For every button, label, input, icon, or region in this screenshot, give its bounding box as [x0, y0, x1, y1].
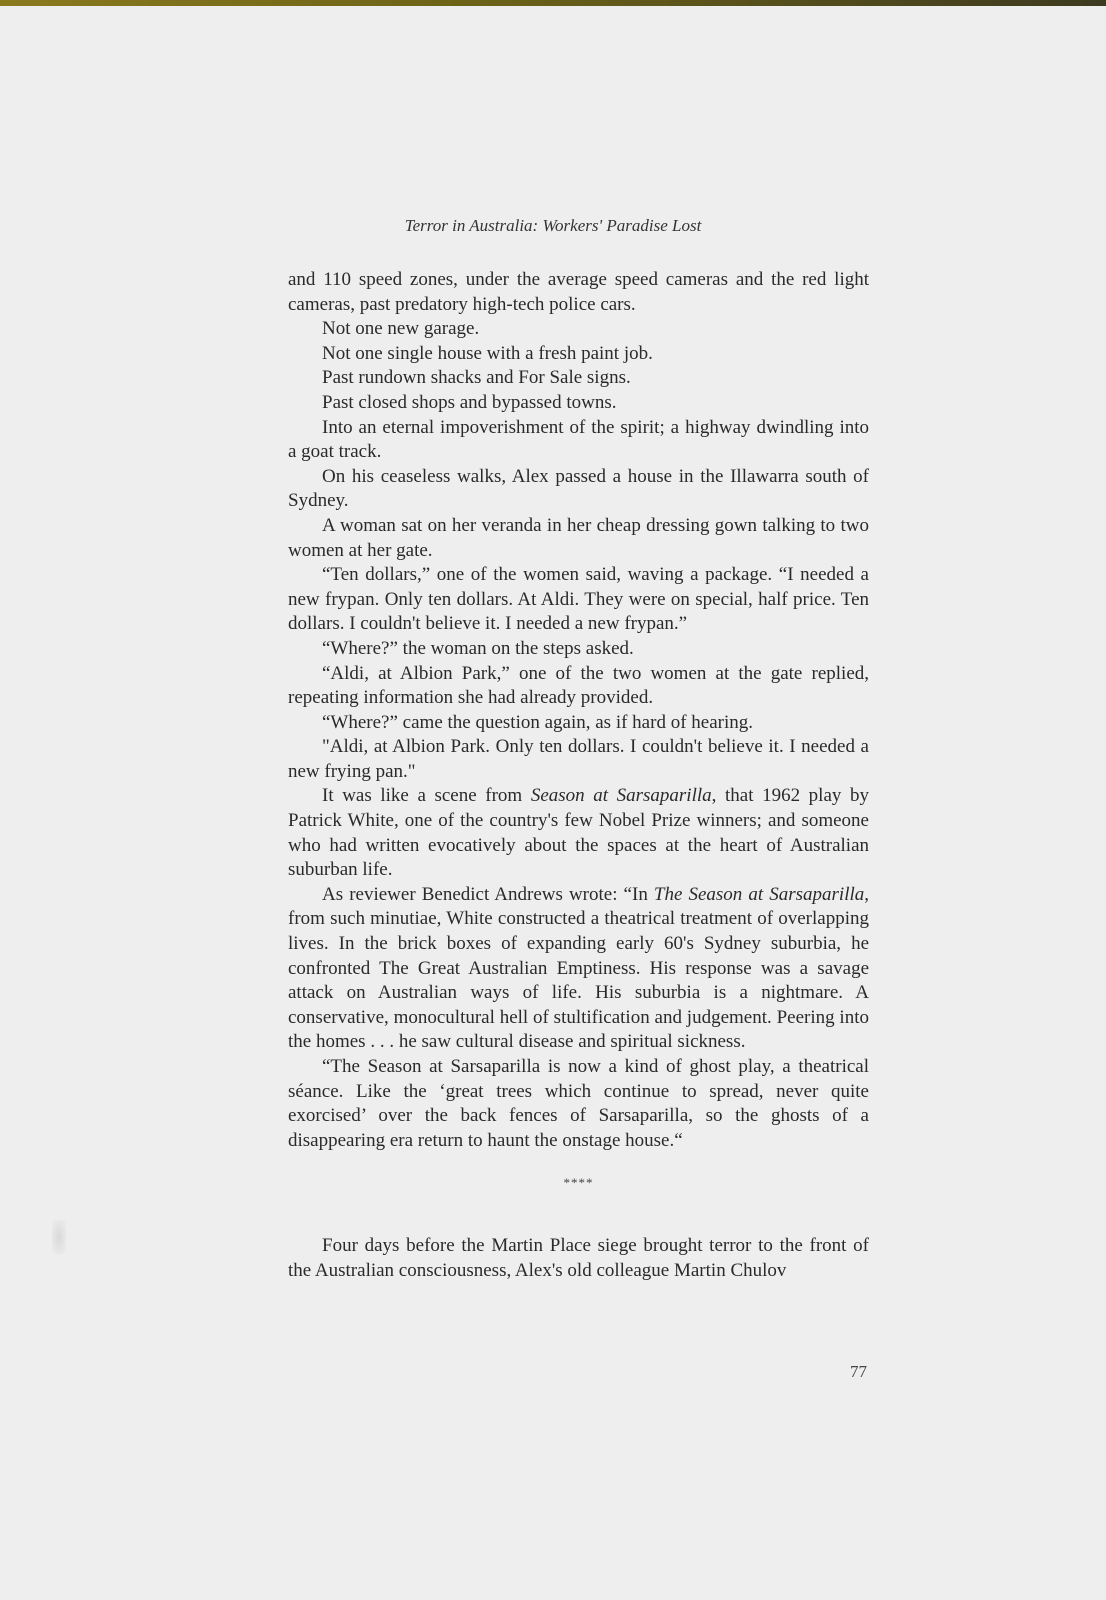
scene-break: **** [563, 1175, 594, 1191]
scan-speck [52, 1220, 66, 1254]
paragraph: “Where?” came the question again, as if hard of hearing. [322, 711, 753, 733]
paragraph: A woman sat on her veranda in her cheap dressing gown talking to two women at her gate. [288, 514, 869, 561]
text-run: It was like a scene from [322, 785, 531, 807]
paragraph: Past rundown shacks and For Sale signs. [322, 367, 631, 389]
paragraph: Not one new garage. [322, 318, 480, 340]
body-text [288, 268, 869, 1283]
paragraph: Into an eternal impoverishment of the spirit; a highway dwindling into a goat track. [288, 416, 869, 463]
text-run: As reviewer Benedict Andrews wrote: “In [322, 883, 654, 905]
text-run: , that 1962 play by Patrick White, one of the country's few Nobel Prize winners; and someone who had written evocatively about the spaces at the heart of Australian suburban life. [288, 785, 869, 881]
text-run: , from such minutiae, White constructed a theatrical treatment of overlapping lives. In the brick boxes of expanding early 60's Sydney suburbia, he confronted The Great Australian Emptiness. His response was a savage attack on Australian ways of life. His suburbia is a nightmare. A conservative, monocultural hell of stultification and judgement. Peering into the homes . . . he saw cultural disease and spiritual sickness. [288, 883, 870, 1053]
paragraph: “Ten dollars,” one of the women said, waving a package. “I needed a new frypan. Only ten dollars. At Aldi. They were on special, half price. Ten dollars. I couldn't believe it. I needed a new frypan.” [288, 564, 869, 635]
play-title: Season at Sarsaparilla [530, 785, 712, 807]
paragraph: “Where?” the woman on the steps asked. [322, 637, 634, 659]
paragraph: Not one single house with a fresh paint job. [322, 342, 653, 364]
paragraph-ghost-play: “The Season at Sarsaparilla is now a kind of ghost play, a theatrical séance. Like the ‘great trees which continue to spread, never quite exorcised’ over the back fences of Sarsaparilla, so the ghosts of a disappearing era return to haunt the onstage house.“ [288, 1056, 869, 1151]
paragraph-andrews-review [288, 883, 869, 1055]
scan-edge [0, 0, 1106, 6]
paragraph: “Aldi, at Albion Park,” one of the two women at the gate replied, repeating information she had already provided. [288, 662, 869, 709]
page-number: 77 [850, 1362, 867, 1381]
running-header: Terror in Australia: Workers' Paradise Lost [404, 216, 702, 235]
paragraph: Past closed shops and bypassed towns. [322, 391, 617, 413]
paragraph-white-play [288, 784, 869, 882]
paragraph: On his ceaseless walks, Alex passed a house in the Illawarra south of Sydney. [288, 465, 869, 512]
play-title: The Season at Sarsaparilla [653, 883, 865, 905]
paragraph: and 110 speed zones, under the average speed cameras and the red light cameras, past predatory high-tech police cars. [288, 269, 869, 315]
paragraph: "Aldi, at Albion Park. Only ten dollars. I couldn't believe it. I needed a new frying pan." [288, 736, 869, 782]
paragraph-closing: Four days before the Martin Place siege brought terror to the front of the Australian consciousness, Alex's old colleague Martin Chulov [288, 1234, 869, 1281]
